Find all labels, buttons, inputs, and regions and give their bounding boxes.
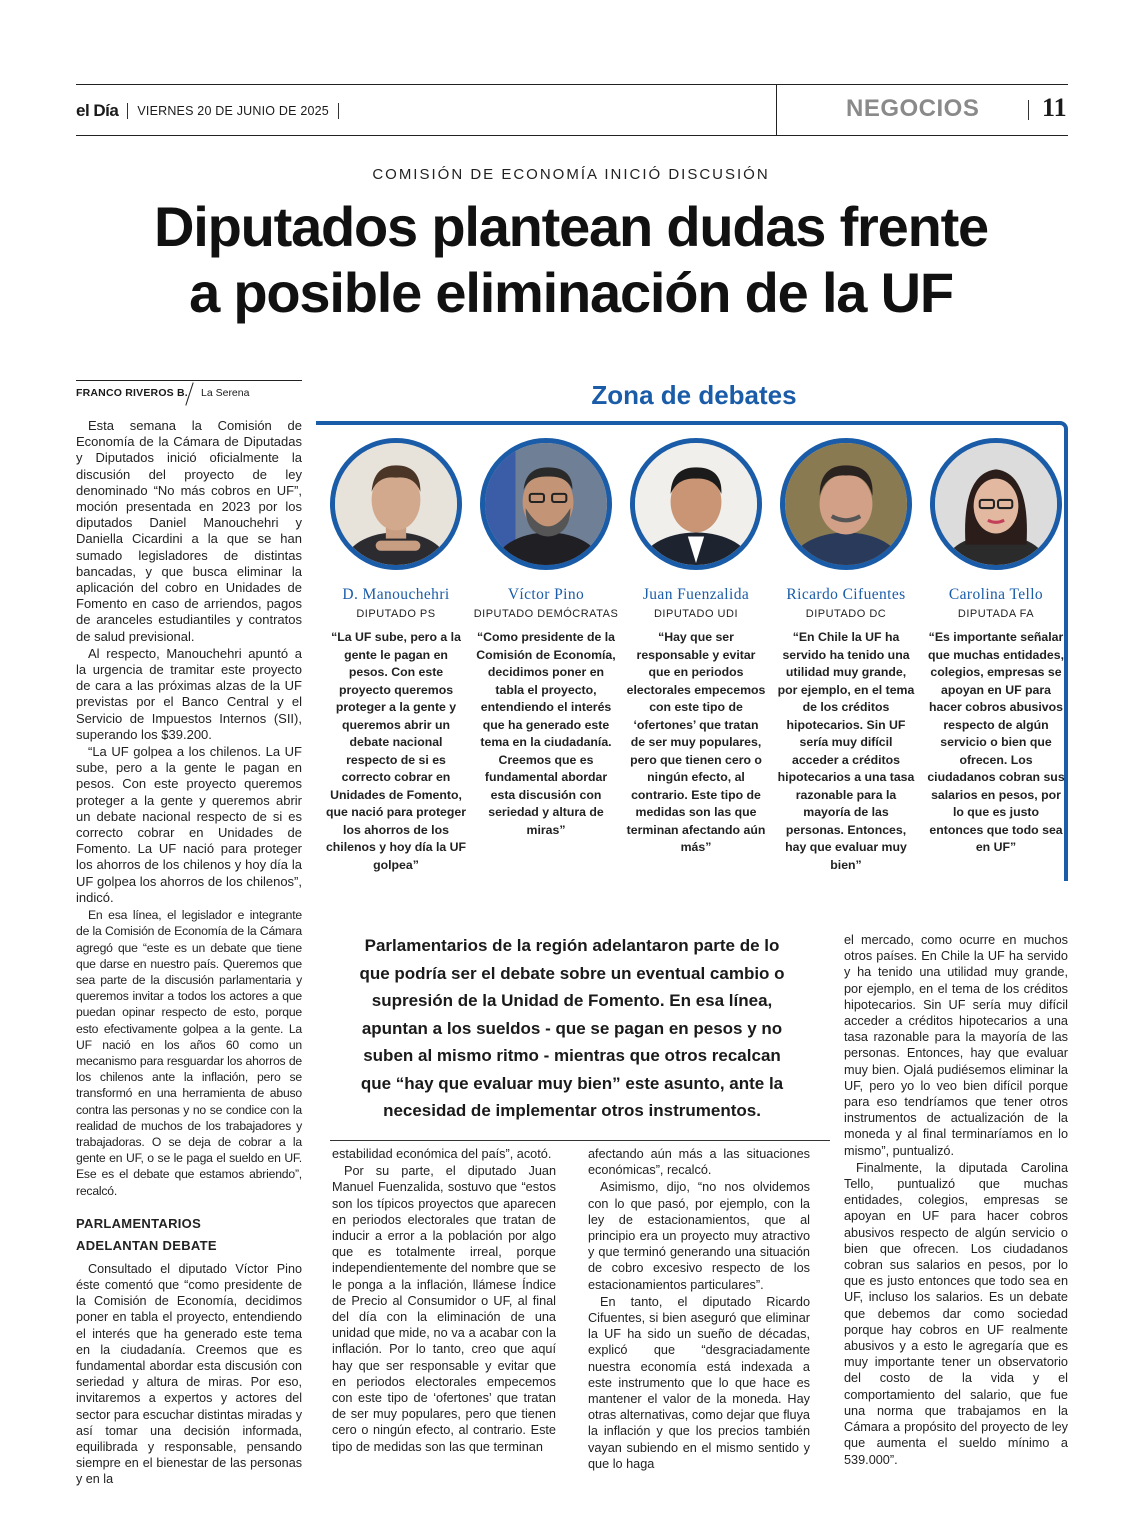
debater-role: DIPUTADO DEMÓCRATAS xyxy=(473,608,619,620)
paragraph: Consultado el diputado Víctor Pino éste comentó que “como presidente de la Comisión de Economía, decidimos poner en tabla el proyecto, entendiendo el interés que ha generado este tema en la ciudadanía. Creemos que es fundamental abordar esta discusión con seriedad y altura de miras. Por eso, invitaremos a expertos y actores del sector para escuchar distintas miradas y así tomar una decisión informada, equilibrada y responsable, pensando siempre en el bienestar de las personas y en la xyxy=(76,1261,302,1487)
debater-name: Ricardo Cifuentes xyxy=(786,586,906,603)
debater-role: DIPUTADO UDI xyxy=(653,608,739,620)
divider xyxy=(330,1140,830,1141)
debater-name: Víctor Pino xyxy=(507,586,585,603)
article-kicker: COMISIÓN DE ECONOMÍA INICIÓ DISCUSIÓN xyxy=(372,166,770,183)
debater-role: DIPUTADO PS xyxy=(356,608,436,620)
paragraph: el mercado, como ocurre en muchos otros países. En Chile la UF ha servido y ha tenido una utilidad muy grande, por ejemplo, en el tema de los créditos hipotecarios. Sin UF sería muy difícil acceder a créditos hipotecarios a una tasa razonable para la mayoría de las personas. Entonces, hay que evaluar muy bien. Ojalá pudiésemos eliminar la UF, pero yo lo veo bien difícil porque para eso tendríamos que tener otros instrumentos de actualización de la moneda y al final terminaríamos en lo mismo”, puntualizó. xyxy=(844,933,1068,1158)
debater-photo xyxy=(630,438,762,570)
paragraph: En tanto, el diputado Ricardo Cifuentes, si bien aseguró que eliminar la UF ha sido un sueño de décadas, explicó que “desgraciadamente nuestra economía está indexada a este instrumento que lo que hace es mantener el valor de la moneda. Hay otras alternativas, como dejar que fluya la inflación y que los precios también vayan subiendo en el mismo sentido y que lo haga xyxy=(588,1294,810,1471)
paragraph: afectando aún más a las situaciones económicas”, recalcó. xyxy=(588,1147,810,1178)
paragraph: Esta semana la Comisión de Economía de la Cámara de Diputadas y Diputados inició oficialmente la discusión del proyecto de ley denominado “No más cobros en UF”, moción presentada en 2023 por los diputados Daniel Manouchehri y Daniella Cicardini a la que se han sumado legisladores de distintas bancadas, y que busca eliminar la aplicación del cobro en Unidades de Fomento en caso de arriendos, pagos de aranceles estudiantiles y contratos de salud previsional. xyxy=(76,418,302,644)
debater-card xyxy=(321,438,471,874)
article-column-1 xyxy=(76,418,302,1489)
headline-line-1: Diputados plantean dudas frente xyxy=(154,195,988,258)
article-headline xyxy=(0,194,1142,326)
portrait-icon xyxy=(935,443,1057,565)
paragraph: “La UF golpea a los chilenos. La UF sube, pero a la gente le pagan en pesos. Con este proyecto queremos proteger a la gente y queremos abrir un debate nacional respecto de si es correcto cobrar en Unidades de Fomento. La UF nació para proteger los ahorros de los chilenos y hoy día la UF golpea los ahorros de los chilenos”, indicó. xyxy=(76,744,302,905)
portrait-icon xyxy=(485,443,607,565)
debater-name: D. Manouchehri xyxy=(342,586,450,603)
article-column-2 xyxy=(332,1146,556,1456)
divider xyxy=(776,84,777,136)
debater-photo xyxy=(930,438,1062,570)
debater-name: Carolina Tello xyxy=(948,586,1044,603)
paragraph: Al respecto, Manouchehri apuntó a la urgencia de tramitar este proyecto de cara a las próximas alzas de la UF previstas por el Banco Central y el Servicio de Impuestos Internos (SII), superando los $39.200. xyxy=(76,645,302,742)
paragraph: Por su parte, el diputado Juan Manuel Fuenzalida, sostuvo que “estos son los típicos proyectos que aparecen en periodos electorales que tratan de inducir a error a la población por algo que es totalmente irreal, porque independientemente del nombre que se le ponga a la inflación, llámese Índice de Precio al Consumidor o UF, al final del día con la eliminación de una unidad que mide, no va a acabar con la inflación. Por lo tanto, creo que aquí hay que ser responsable y evitar que en periodos electorales empecemos con este tipo de ‘ofertones’ que tratan de ser muy populares, pero que tienen cero o ningún efecto, al contrario. Este tipo de medidas son las que terminan xyxy=(332,1164,556,1454)
debater-photo xyxy=(480,438,612,570)
section-name: NEGOCIOS xyxy=(846,95,980,122)
article-column-3 xyxy=(588,1146,810,1473)
debater-photo xyxy=(780,438,912,570)
debater-card xyxy=(471,438,621,839)
headline-line-2: a posible eliminación de la UF xyxy=(189,261,953,324)
debater-card xyxy=(921,438,1071,857)
article-summary: Parlamentarios de la región adelantaron parte de lo que podría ser el debate sobre un eventual cambio o supresión de la Unidad de Fomento. En esa línea, apuntan a los sueldos - que se pagan en pesos y no suben al mismo ritmo - mientras que otros recalcan que “hay que evaluar muy bien” este asunto, ante la necesidad de implementar otros instrumentos. xyxy=(359,936,785,1120)
divider xyxy=(338,103,339,119)
debate-zone-title: Zona de debates xyxy=(591,380,797,410)
debater-quote: “Como presidente de la Comisión de Economía, decidimos poner en tabla el proyecto, entendiendo el interés que ha generado este tema en la ciudadanía. Creemos que es fundamental abordar esta discusión con seriedad y altura de miras” xyxy=(476,630,616,837)
article-column-4 xyxy=(844,932,1068,1469)
edition-date: VIERNES 20 DE JUNIO DE 2025 xyxy=(137,104,329,118)
portrait-icon xyxy=(635,443,757,565)
portrait-icon xyxy=(335,443,457,565)
section-subhead xyxy=(76,1213,302,1257)
byline xyxy=(76,380,302,404)
subhead-line-2: ADELANTAN DEBATE xyxy=(76,1237,217,1253)
debater-quote: “Hay que ser responsable y evitar que en periodos electorales empecemos con este tipo de ‘ofertones’ que tratan de ser muy populares, pero que tienen cero o ningún efecto, al contrario. Este tipo de medidas son las que terminan afectando aún más” xyxy=(626,630,766,854)
debater-role: DIPUTADO DC xyxy=(805,608,887,620)
paragraph: En esa línea, el legislador e integrante de la Comisión de Economía de la Cámara agregó que “este es un debate que tiene que darse en nuestro país. Queremos que sea parte de la discusión parlamentaria y queremos invitar a todos los actores a que puedan opinar respecto de esto, porque esto efectivamente golpea a la gente. La UF nació en los años 60 como un mecanismo para resguardar los ahorros de los chilenos ante la inflación, pero se transformó en una herramienta de abuso contra las personas y no se condice con la realidad de muchos de los trabajadores y trabajadoras. O se deja de cobrar a la gente en UF, o se le paga el sueldo en UF. Ese es el debate que estamos abriendo”, recalcó. xyxy=(76,908,302,1198)
portrait-icon xyxy=(785,443,907,565)
debater-role: DIPUTADA FA xyxy=(957,608,1035,620)
divider xyxy=(1028,100,1029,120)
page-number: 11 xyxy=(1042,93,1067,122)
divider xyxy=(127,103,128,119)
subhead-line-1: PARLAMENTARIOS xyxy=(76,1215,202,1231)
debater-photo xyxy=(330,438,462,570)
dateline-city: La Serena xyxy=(201,387,250,399)
paragraph: Finalmente, la diputada Carolina Tello, puntualizó que muchas entidades, colegios, empresas se apoyan en UF para hacer cobros abusivos respecto de algún servicio o bien que ofrecen. Los ciudadanos cobran sus salarios en pesos, por lo que es justo entonces que todo sea en UF, incluso los salarios. Es un debate que debemos dar como sociedad porque hay cobros en UF realmente abusivos y a esto le agregaría que es muy importante tener un observatorio del costo de la vida y el comportamiento del salario, que fue una norma que trabajamos en la Cámara a propósito del proyecto de ley que aumenta el sueldo mínimo a 539.000”. xyxy=(844,1160,1068,1467)
debater-quote: “En Chile la UF ha servido ha tenido una utilidad muy grande, por ejemplo, en el tema de los créditos hipotecarios. Sin UF sería muy difícil acceder a créditos hipotecarios a una tasa razonable para la mayoría de las personas. Entonces, hay que evaluar muy bien” xyxy=(777,630,915,872)
paragraph: Asimismo, dijo, “no nos olvidemos con lo que pasó, por ejemplo, con la ley de estacionamientos, que al principio era un proyecto muy atractivo y que terminó generando una situación de cobro excesivo respecto de los estacionamientos particulares”. xyxy=(588,1180,810,1292)
author-name: FRANCO RIVEROS B. xyxy=(76,387,188,399)
masthead-left xyxy=(76,101,348,121)
newspaper-logo: el Día xyxy=(76,101,119,120)
debater-quote: “Es importante señalar que muchas entidades, colegios, empresas se apoyan en UF para hacer cobros abusivos respecto de algún servicio o bien que ofrecen. Los ciudadanos cobran sus salarios en pesos, por lo que es justo entonces que todo sea en UF” xyxy=(927,630,1065,854)
debater-card xyxy=(771,438,921,874)
masthead xyxy=(76,84,1068,136)
debater-card xyxy=(621,438,771,857)
debater-name: Juan Fuenzalida xyxy=(642,586,750,603)
paragraph: estabilidad económica del país”, acotó. xyxy=(332,1147,552,1161)
debater-quote: “La UF sube, pero a la gente le pagan en pesos. Con este proyecto queremos proteger a la gente y queremos abrir un debate nacional respecto de si es correcto cobrar en Unidades de Fomento, que nació para proteger los ahorros de los chilenos y hoy día la UF golpea” xyxy=(325,630,467,872)
